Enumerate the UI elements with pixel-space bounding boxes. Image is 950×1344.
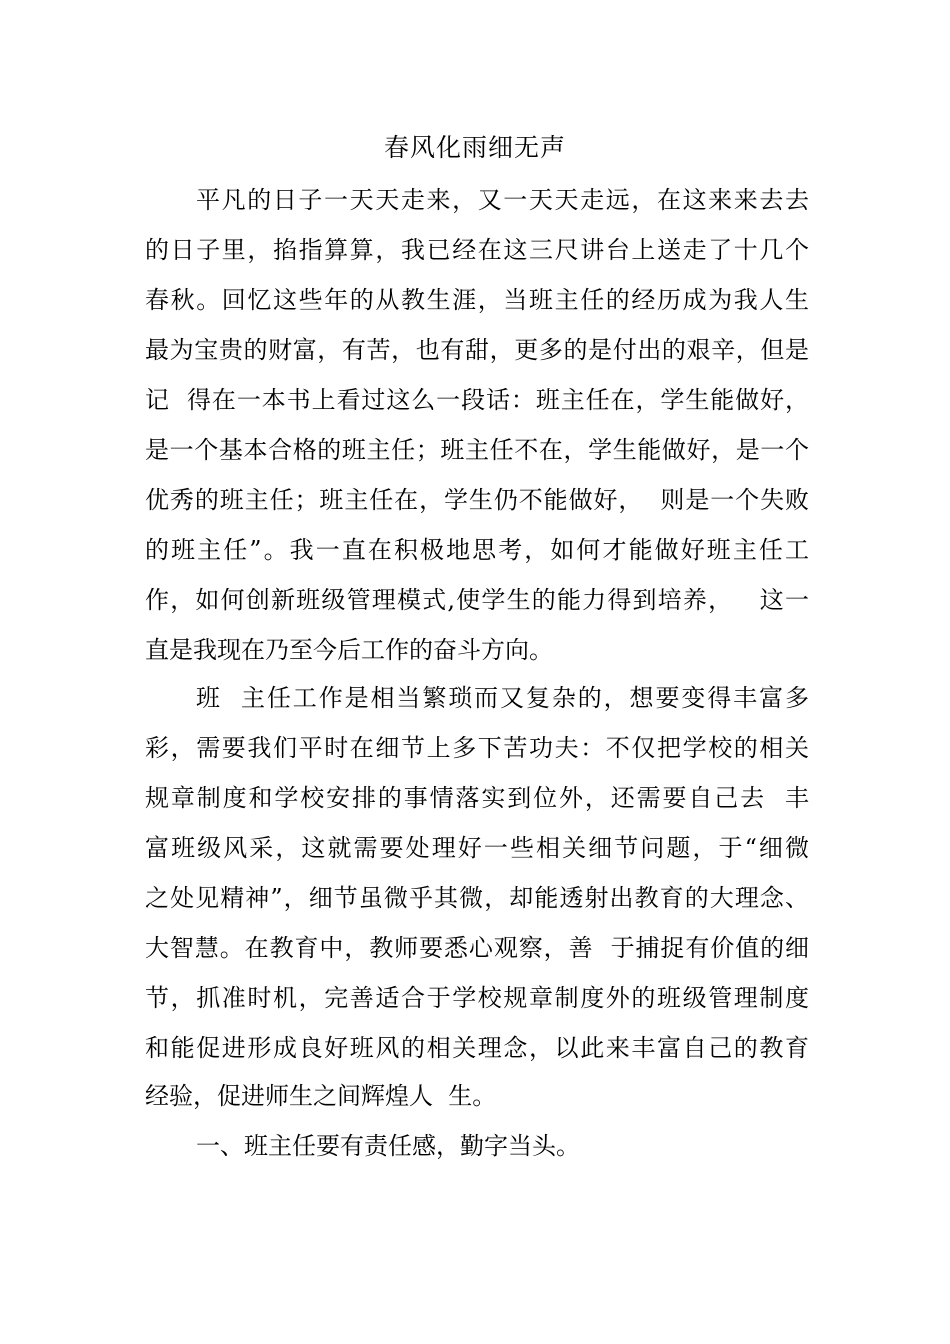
- paragraph-line: 是一个基本合格的班主任；班主任不在，学生能做好，是一个: [145, 436, 809, 464]
- paragraph-line: 平凡的日子一天天走来，又一天天走远，在这来来去去: [196, 186, 809, 214]
- paragraph-line: 和能促进形成良好班风的相关理念，以此来丰富自己的教育: [145, 1034, 809, 1062]
- paragraph-line: 富班级风采，这就需要处理好一些相关细节问题，于“细微: [145, 834, 809, 862]
- paragraph-line: 作，如何创新班级管理模式,使学生的能力得到培养， 这一: [145, 586, 809, 614]
- paragraph-line: 优秀的班主任；班主任在，学生仍不能做好， 则是一个失败: [145, 486, 809, 514]
- paragraph-line: 的班主任”。我一直在积极地思考，如何才能做好班主任工: [145, 536, 809, 564]
- section-heading: 一、班主任要有责任感，勤字当头。: [196, 1132, 580, 1160]
- paragraph-line: 班 主任工作是相当繁琐而又复杂的，想要变得丰富多: [196, 684, 809, 712]
- paragraph-line: 经验，促进师生之间辉煌人 生。: [145, 1082, 497, 1110]
- document-title: 春风化雨细无声: [383, 133, 566, 162]
- paragraph-line: 之处见精神”，细节虽微乎其微，却能透射出教育的大理念、: [145, 884, 809, 912]
- paragraph-line: 的日子里，掐指算算，我已经在这三尺讲台上送走了十几个: [145, 236, 809, 264]
- paragraph-line: 规章制度和学校安排的事情落实到位外，还需要自己去 丰: [145, 784, 809, 812]
- paragraph-line: 彩，需要我们平时在细节上多下苦功夫：不仅把学校的相关: [145, 734, 809, 762]
- paragraph-line: 大智慧。在教育中，教师要悉心观察，善 于捕捉有价值的细: [145, 934, 809, 962]
- paragraph-line: 节，抓准时机，完善适合于学校规章制度外的班级管理制度: [145, 984, 809, 1012]
- paragraph-line: 春秋。回忆这些年的从教生涯，当班主任的经历成为我人生: [145, 286, 809, 314]
- paragraph-line: 直是我现在乃至今后工作的奋斗方向。: [145, 636, 553, 664]
- paragraph-line: 最为宝贵的财富，有苦，也有甜，更多的是付出的艰辛，但是: [145, 336, 809, 364]
- paragraph-line: 记 得在一本书上看过这么一段话：班主任在，学生能做好，: [145, 386, 809, 414]
